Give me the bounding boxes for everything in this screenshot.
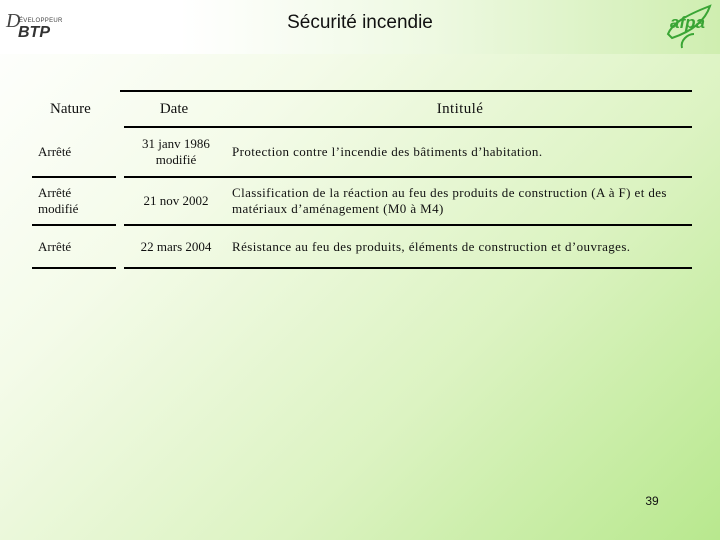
- regulation-table: [32, 90, 692, 269]
- cell-intitule: Résistance au feu des produits, éléments de construction et d’ouvrages.: [228, 225, 692, 268]
- cell-date: 21 nov 2002: [120, 177, 228, 225]
- table-row: [32, 177, 692, 225]
- logo-small-text: ÉVELOPPEUR: [19, 18, 63, 24]
- cell-nature: Arrêté modifié: [32, 177, 120, 225]
- cell-nature: Arrêté: [32, 225, 120, 268]
- table-header-row: [32, 91, 692, 127]
- logo-letter-d: D: [6, 10, 21, 32]
- afpa-logo-text: afpa: [670, 13, 705, 32]
- table-row: [32, 225, 692, 268]
- column-header-intitule: Intitulé: [228, 91, 692, 127]
- cell-date: 22 mars 2004: [120, 225, 228, 268]
- header-bar: [0, 0, 720, 54]
- cell-date: 31 janv 1986 modifié: [120, 127, 228, 177]
- logo-btp-text: BTP: [18, 24, 50, 41]
- afpa-leaf-logo-icon: [662, 4, 716, 50]
- column-header-nature: Nature: [50, 100, 91, 117]
- column-header-date: Date: [120, 91, 228, 127]
- page-number: 39: [645, 494, 659, 508]
- table-row: [32, 127, 692, 177]
- cell-intitule: Classification de la réaction au feu des produits de construction (A à F) et des matériaux d’aménagement (M0 à M4): [228, 177, 692, 225]
- page-title: Sécurité incendie: [287, 12, 433, 33]
- cell-nature: Arrêté: [32, 127, 120, 177]
- cell-intitule: Protection contre l’incendie des bâtiments d’habitation.: [228, 127, 692, 177]
- afpa-logo: [662, 4, 716, 50]
